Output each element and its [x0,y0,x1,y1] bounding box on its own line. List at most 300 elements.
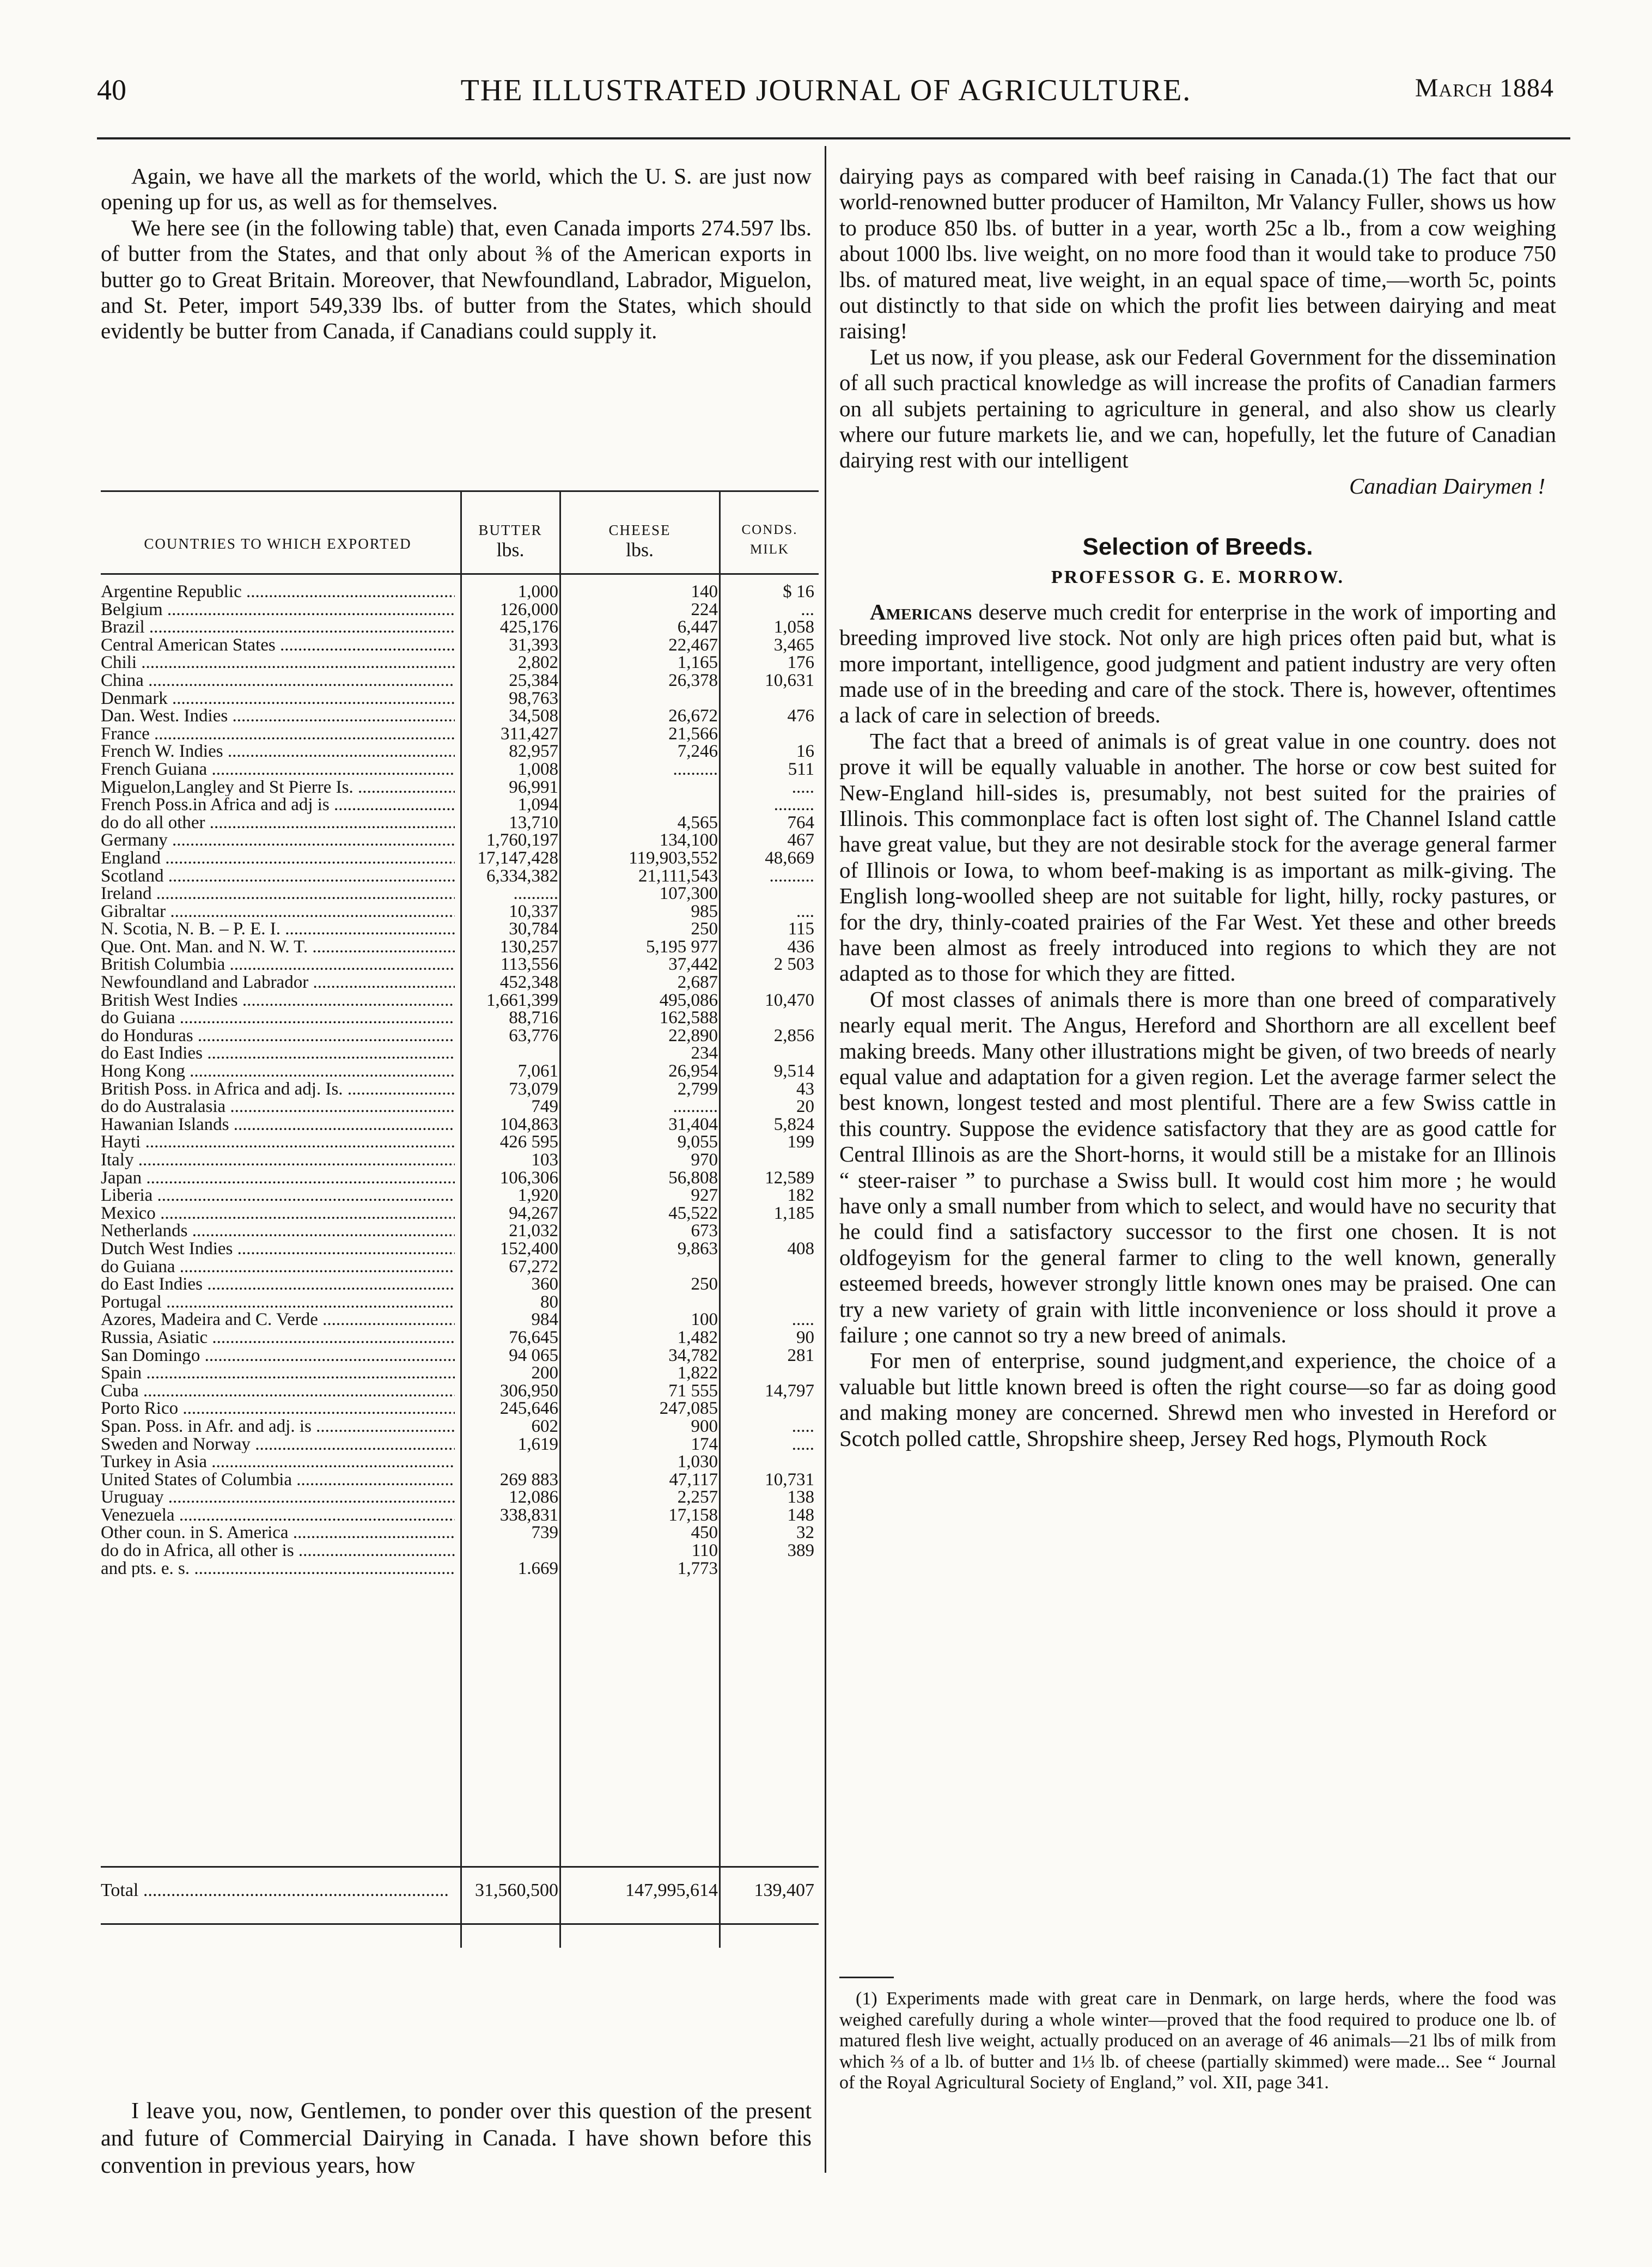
table-row [101,618,819,636]
table-row [101,1062,819,1080]
header-rule [97,137,1570,139]
country-cell: San Domingo ..... [101,1347,455,1365]
butter-cell: 452,348 [499,973,558,993]
butter-cell: 425,176 [499,617,558,637]
country-cell: do do all other ..... [101,814,455,832]
cheese-cell: 985 [691,901,718,921]
header-cheese-label: CHEESE [608,522,671,538]
table-row [101,1542,819,1560]
cheese-cell: 2,799 [677,1079,718,1099]
milk-cell: ..... [791,777,814,797]
country-cell: do East Indies ..... [101,1044,455,1062]
table-total-rule [101,1866,819,1868]
footnote [839,1989,1556,2094]
milk-cell: 10,470 [765,990,814,1010]
country-cell: Venezuela ..... [101,1506,455,1524]
article-paragraph: Let us now, if you please, ask our Federal Government for the dissemination of all such practical knowledge as will increase the profits of Canadian farmers on all subjets pertaining to agriculture in general, and also show us clearly where our future markets lie, and we can, hopefully, let the future of Canadian dairying rest with our intelligent [839,344,1556,473]
country-cell: Chili ..... [101,654,455,672]
milk-cell: 199 [787,1132,814,1152]
milk-cell: 148 [787,1505,814,1525]
country-cell: China ..... [101,672,455,690]
country-cell: Cuba ..... [101,1382,455,1400]
table-row [101,1418,819,1436]
butter-cell: 1.669 [517,1558,558,1578]
article-paragraph [839,599,1556,728]
milk-cell: 2 503 [773,955,814,975]
cheese-cell: 247,085 [659,1399,718,1419]
milk-cell: 43 [796,1079,814,1099]
milk-cell: .... [796,901,814,921]
country-cell: French W. Indies ..... [101,743,455,761]
table-row [101,1436,819,1454]
table-row [101,974,819,992]
butter-cell: 1,008 [517,759,558,779]
journal-title: THE ILLUSTRATED JOURNAL OF AGRICULTURE. [460,74,1192,107]
country-cell: Russia, Asiatic ..... [101,1329,455,1347]
country-cell: United States of Columbia ..... [101,1471,455,1489]
country-cell: Azores, Madeira and C. Verde ..... [101,1311,455,1329]
milk-cell: 436 [787,937,814,957]
country-cell: N. Scotia, N. B. – P. E. I. ..... [101,920,455,938]
country-cell: Uruguay ..... [101,1488,455,1506]
page-number: 40 [97,74,126,106]
butter-cell: 2,802 [517,653,558,673]
table-row [101,1488,819,1506]
cheese-cell: 970 [691,1150,718,1170]
butter-cell: 88,716 [509,1008,558,1028]
milk-cell: ......... [773,795,814,815]
intro-paragraph: We here see (in the following table) that, even Canada imports 274.597 lbs. of butter from the States, and that only about ⅜ of the American exports in butter go to Great Britain. Moreover, that Newfoundland, Labrador, Miguelon, and St. Peter, import 549,339 lbs. of butter from the States, which should evidently be butter from Canada, if Canadians could supply it. [101,215,812,344]
table-row [101,1116,819,1134]
cheese-cell: 7,246 [677,742,718,762]
butter-cell: 10,337 [509,901,558,921]
butter-cell: 21,032 [509,1221,558,1241]
header-cheese [561,520,718,560]
country-cell: Denmark ..... [101,690,455,708]
table-row [101,796,819,814]
country-cell: Miguelon,Langley and St Pierre Is. ..... [101,779,455,797]
table-row [101,1293,819,1311]
butter-cell: 269 883 [499,1469,558,1490]
butter-cell: 984 [531,1310,558,1330]
milk-cell: 115 [788,919,814,939]
cheese-cell: 2,687 [677,973,718,993]
country-cell: do Guiana ..... [101,1258,455,1276]
country-cell: do Honduras ..... [101,1027,455,1045]
milk-cell: 176 [787,653,814,673]
butter-cell: 200 [531,1363,558,1383]
cheese-cell: 26,954 [668,1061,718,1081]
cheese-cell: 26,672 [668,706,718,726]
table-row [101,779,819,797]
country-cell: Spain ..... [101,1364,455,1382]
table-row [101,1080,819,1098]
butter-cell: 1,619 [517,1434,558,1454]
table-row [101,1187,819,1205]
butter-cell: 30,784 [509,919,558,939]
cheese-cell: 4,565 [677,812,718,832]
country-cell: Span. Poss. in Afr. and adj. is ..... [101,1418,455,1436]
table-row [101,1506,819,1524]
country-cell: Gibraltar ..... [101,903,455,921]
butter-cell: 113,556 [500,955,558,975]
table-row [101,761,819,779]
country-cell: Brazil ..... [101,618,455,636]
country-cell: Mexico ..... [101,1205,455,1223]
table-row [101,849,819,867]
cheese-cell: 31,404 [668,1114,718,1134]
cheese-cell: 495,086 [659,990,718,1010]
cheese-cell: 107,300 [659,884,718,904]
butter-cell: 25,384 [509,670,558,690]
cheese-cell: 927 [691,1186,718,1206]
article-paragraph: dairying pays as compared with beef raising in Canada.(1) The fact that our world-renowned butter producer of Hamilton, Mr Valancy Fuller, shows us how to produce 850 lbs. of butter in a year, worth 25c a lb., from a cow weighing about 1000 lbs. live weight, on no more food than it would take to produce 750 lbs. of matured meat, live weight, in an equal space of time,—worth 5c, points out distinctly to that side on which the profit lies between dairying and meat raising! [839,163,1556,344]
butter-cell: 94 065 [509,1345,558,1365]
milk-cell: 32 [796,1523,814,1543]
country-cell: and pts. e. s. ..... [101,1560,455,1578]
table-row [101,583,819,601]
cheese-cell: 140 [691,582,718,601]
milk-cell: 10,731 [765,1469,814,1490]
cheese-cell: 71 555 [668,1381,718,1401]
table-row [101,654,819,672]
country-cell: French Poss.in Africa and adj is ..... [101,796,455,814]
table-row [101,743,819,761]
footnote-rule [839,1977,894,1978]
table-row [101,1311,819,1329]
milk-cell: 1,058 [773,617,814,637]
butter-cell: 104,863 [499,1114,558,1134]
country-cell: British Columbia ..... [101,956,455,974]
table-row [101,1151,819,1169]
cheese-cell: 1,482 [677,1327,718,1347]
cheese-cell: 162,588 [659,1008,718,1028]
page-header [0,73,1652,111]
country-cell: do do in Africa, all other is ..... [101,1542,455,1560]
table-row [101,1205,819,1223]
cheese-cell: 21,111,543 [638,866,718,886]
cheese-cell: 1,030 [677,1452,718,1472]
butter-cell: 67,272 [509,1256,558,1277]
table-row [101,1098,819,1116]
milk-cell: ..... [791,1416,814,1436]
butter-cell: 31,393 [509,635,558,655]
table-row [101,1240,819,1258]
country-cell: Central American States ..... [101,636,455,654]
table-row [101,1133,819,1151]
cheese-cell: 224 [691,599,718,619]
header-cheese-unit: lbs. [625,539,654,561]
milk-cell: 5,824 [773,1114,814,1134]
country-cell: Other coun. in S. America ..... [101,1524,455,1542]
table-row [101,672,819,690]
country-cell: Germany ..... [101,831,455,849]
cheese-cell: 45,522 [668,1203,718,1223]
article-paragraph: Of most classes of animals there is more than one breed of comparatively nearly equal merit. The Angus, Hereford and Shorthorn are all excellent beef making breeds. Many other illustrations might be given, of two breeds of nearly equal value and adaptation for a given region. Let the average farmer select the best known, longest tested and most plentiful. There are a few Swiss cattle in this country. Suppose the evidence satisfactory that they are as good cattle for Central Illinois as are the Short-horns, it would still be a mistake for an Illinois “ steer-raiser ” to purchase a Swiss bull. It would cost him more ; he would have only a small number from which to select, and would have no security that he could find a satisfactory successor to the first one chosen. It is not oldfogeyism for the general farmer to cling to the well known, generally esteemed breeds, however strongly little known ones may be praised. One can try a new variety of grain with little inconvenience or loss should it prove a failure ; one cannot so try a new breed of animals. [839,986,1556,1348]
country-cell: British West Indies ..... [101,992,455,1010]
table-row [101,636,819,654]
cheese-cell: 174 [691,1434,718,1454]
milk-cell: 16 [796,742,814,762]
butter-cell: 602 [531,1416,558,1436]
cheese-cell: 250 [691,1274,718,1294]
milk-cell: 90 [796,1327,814,1347]
butter-cell: 12,086 [509,1487,558,1508]
cheese-cell: 2,257 [677,1487,718,1508]
right-column [839,163,1556,1451]
milk-cell: 476 [787,706,814,726]
butter-cell: 106,306 [499,1168,558,1188]
butter-cell: 103 [531,1150,558,1170]
total-butter: 31,560,500 [475,1880,558,1900]
header-milk-unit: MILK [750,542,789,557]
cheese-cell: 34,782 [668,1345,718,1365]
cheese-cell: 37,442 [668,955,718,975]
butter-cell: 94,267 [509,1203,558,1223]
left-intro [101,163,812,344]
cheese-cell: 21,566 [668,724,718,744]
table-row [101,1009,819,1027]
country-cell: do Guiana ..... [101,1009,455,1027]
signature: Canadian Dairymen ! [1349,473,1545,499]
butter-cell: 17,147,428 [477,848,558,868]
milk-cell: .......... [769,866,814,886]
cheese-cell: 9,055 [677,1132,718,1152]
butter-cell: 63,776 [509,1025,558,1046]
country-cell: Hayti ..... [101,1133,455,1151]
table-row [101,1453,819,1471]
country-cell: Dan. West. Indies ..... [101,707,455,725]
country-cell: Netherlands ..... [101,1222,455,1240]
butter-cell: 1,000 [517,582,558,601]
milk-cell: 408 [787,1238,814,1259]
header-milk-label: CONDS. [741,522,798,537]
country-cell: Que. Ont. Man. and N. W. T. ..... [101,938,455,956]
cheese-cell: 234 [691,1043,718,1063]
paragraph-text: deserve much credit for enterprise in the work of importing and breeding improved live stock. Not only are high prices often paid but, what is more important, intelligence, good judgment and patient industry are very often made use of in the breeding and care of the stock. There is, however, oftentimes a lack of care in selection of breeds. [839,599,1556,728]
butter-cell: 245,646 [499,1399,558,1419]
lead-word: Americans [870,599,972,624]
butter-cell: 13,710 [509,812,558,832]
milk-cell: 12,589 [765,1168,814,1188]
cheese-cell: 1,165 [677,653,718,673]
author-byline: PROFESSOR G. E. MORROW. [1051,567,1345,588]
milk-cell: 182 [787,1186,814,1206]
country-cell: Italy ..... [101,1151,455,1169]
table-row [101,1329,819,1347]
butter-cell: 82,957 [509,742,558,762]
cheese-cell: 900 [691,1416,718,1436]
table-row [101,601,819,619]
total-milk: 139,407 [754,1880,814,1900]
milk-cell: 3,465 [773,635,814,655]
butter-cell: 749 [531,1097,558,1117]
country-cell: France ..... [101,725,455,743]
cheese-cell: 47,117 [669,1469,718,1490]
cheese-cell: .......... [673,1097,718,1117]
butter-cell: 426 595 [499,1132,558,1152]
table-row [101,920,819,938]
table-row [101,1222,819,1240]
table-bottom-rule [101,1923,819,1925]
header-country: COUNTRIES TO WHICH EXPORTED [144,536,412,552]
butter-cell: 7,061 [517,1061,558,1081]
milk-cell: 764 [787,812,814,832]
table-row [101,831,819,849]
country-cell: Scotland ..... [101,867,455,885]
cheese-cell: 9,863 [677,1238,718,1259]
table-row [101,956,819,974]
table-row [101,1347,819,1365]
milk-cell: 1,185 [773,1203,814,1223]
milk-cell: 281 [787,1345,814,1365]
milk-cell: 467 [787,830,814,850]
table-total-row [101,1880,819,1901]
cheese-cell: 22,467 [668,635,718,655]
country-cell: Liberia ..... [101,1187,455,1205]
table-row [101,1364,819,1382]
milk-cell: 10,631 [765,670,814,690]
table-row [101,725,819,743]
cheese-cell: 6,447 [677,617,718,637]
table-row [101,1400,819,1418]
butter-cell: 130,257 [499,937,558,957]
header-milk [721,520,819,560]
country-cell: Hong Kong ..... [101,1062,455,1080]
country-cell: Turkey in Asia ..... [101,1453,455,1471]
table-row [101,1275,819,1293]
article-paragraph: The fact that a breed of animals is of great value in one country. does not prove it will be equally valuable in another. The horse or cow best suited for New-England hill-sides is, presumably, not best suited for the prairies of Illinois. This commonplace fact is often lost sight of. The Channel Island cattle have great value, but they are not desirable stock for the average general farmer of Illinois or Iowa, to whom beef-making is as important as milk-giving. The English long-woolled sheep are not suitable for light, hilly, rocky pastures, or for the dry, thinly-coated prairies of the Far West. Yet these and other breeds have been almost as freely introduced into regions to which they are not adapted as to those for which they are fitted. [839,728,1556,986]
cheese-cell: 17,158 [668,1505,718,1525]
butter-cell: 96,991 [509,777,558,797]
milk-cell: 511 [788,759,814,779]
cheese-cell: 119,903,552 [629,848,718,868]
country-cell: Hawanian Islands ..... [101,1116,455,1134]
table-row [101,1560,819,1578]
article-paragraph: For men of enterprise, sound judgment,and experience, the choice of a valuable but little known breed is often the right course—so far as doing good and making money are concerned. Shrewd men who invested in Hereford or Scotch polled cattle, Shropshire sheep, Jersey Red hogs, Plymouth Rock [839,1348,1556,1451]
butter-cell: 1,661,399 [486,990,558,1010]
export-table [101,479,819,1948]
butter-cell: 73,079 [509,1079,558,1099]
table-header-rule [101,573,819,575]
country-cell: Japan ..... [101,1169,455,1187]
butter-cell: 306,950 [499,1381,558,1401]
table-row [101,690,819,708]
table-row [101,1169,819,1187]
cheese-cell: 56,808 [668,1168,718,1188]
cheese-cell: 1,822 [677,1363,718,1383]
intro-paragraph: Again, we have all the markets of the world, which the U. S. are just now opening up for us, as well as for themselves. [101,163,812,215]
header-butter-unit: lbs. [496,539,525,561]
milk-cell: 138 [787,1487,814,1508]
butter-cell: .......... [513,884,558,904]
table-body [101,583,819,1577]
butter-cell: 34,508 [509,706,558,726]
country-cell: British Poss. in Africa and adj. Is. ..... [101,1080,455,1098]
country-cell: Sweden and Norway ..... [101,1436,455,1454]
milk-cell: 2,856 [773,1025,814,1046]
table-top-rule [101,490,819,492]
cheese-cell: 5,195 977 [646,937,718,957]
butter-cell: 360 [531,1274,558,1294]
table-row [101,938,819,956]
table-row [101,707,819,725]
country-cell: Porto Rico ..... [101,1400,455,1418]
table-row [101,1044,819,1062]
cheese-cell: 673 [691,1221,718,1241]
country-cell: do East Indies ..... [101,1275,455,1293]
table-row [101,1258,819,1276]
cheese-cell: 26,378 [668,670,718,690]
butter-cell: 311,427 [500,724,558,744]
butter-cell: 98,763 [509,688,558,708]
butter-cell: 152,400 [499,1238,558,1259]
cheese-cell: 22,890 [668,1025,718,1046]
butter-cell: 1,760,197 [486,830,558,850]
cheese-cell: 110 [691,1541,718,1561]
header-butter [462,520,559,560]
country-cell: Dutch West Indies ..... [101,1240,455,1258]
footnote-text: (1) Experiments made with great care in Denmark, on large herds, where the food was weighed carefully during a whole winter—proved that the food required to produce one lb. of matured flesh live weight, actually produced on an average of 46 animals—21 lbs of milk from which ⅔ of a lb. of butter and 1⅓ lb. of cheese (partially skimmed) were made... See “ Journal of the Royal Agricultural Society of England,” vol. XII, page 341. [839,1989,1556,2093]
milk-cell: ..... [791,1434,814,1454]
cheese-cell: 450 [691,1523,718,1543]
milk-cell: $ 16 [783,582,814,601]
cheese-cell: 1,773 [677,1558,718,1578]
cheese-cell: .......... [673,759,718,779]
butter-cell: 6,334,382 [486,866,558,886]
table-row [101,1027,819,1045]
issue-date: March 1884 [1415,74,1554,102]
closing-paragraph: I leave you, now, Gentlemen, to ponder over this question of the present and future of Commercial Dairying in Canada. I have shown before this convention in previous years, how [101,2099,812,2178]
column-divider [825,146,826,2173]
country-cell: Belgium ..... [101,601,455,619]
table-row [101,992,819,1010]
country-cell: Ireland ..... [101,885,455,903]
section-title: Selection of Breeds. [1082,533,1313,561]
table-row [101,885,819,903]
cheese-cell: 100 [691,1310,718,1330]
milk-cell: ... [801,599,814,619]
butter-cell: 1,920 [517,1186,558,1206]
table-row [101,1471,819,1489]
country-cell: do do Australasia ..... [101,1098,455,1116]
total-label: Total ..... [101,1880,455,1901]
cheese-cell: 250 [691,919,718,939]
milk-cell: 9,514 [773,1061,814,1081]
table-row [101,903,819,921]
header-butter-label: BUTTER [478,522,542,538]
milk-cell: 20 [796,1097,814,1117]
cheese-cell: 134,100 [659,830,718,850]
milk-cell: 389 [787,1541,814,1561]
butter-cell: 739 [531,1523,558,1543]
country-cell: French Guiana ..... [101,761,455,779]
butter-cell: 338,831 [499,1505,558,1525]
total-cheese: 147,995,614 [625,1880,718,1900]
milk-cell: 14,797 [765,1381,814,1401]
milk-cell: 48,669 [765,848,814,868]
butter-cell: 1,094 [517,795,558,815]
left-closing [101,2098,812,2179]
country-cell: Newfoundland and Labrador ..... [101,974,455,992]
table-row [101,814,819,832]
country-cell: Argentine Republic ..... [101,583,455,601]
butter-cell: 76,645 [509,1327,558,1347]
country-cell: England ..... [101,849,455,867]
milk-cell: ..... [791,1310,814,1330]
butter-cell: 126,000 [499,599,558,619]
country-cell: Portugal ..... [101,1293,455,1311]
